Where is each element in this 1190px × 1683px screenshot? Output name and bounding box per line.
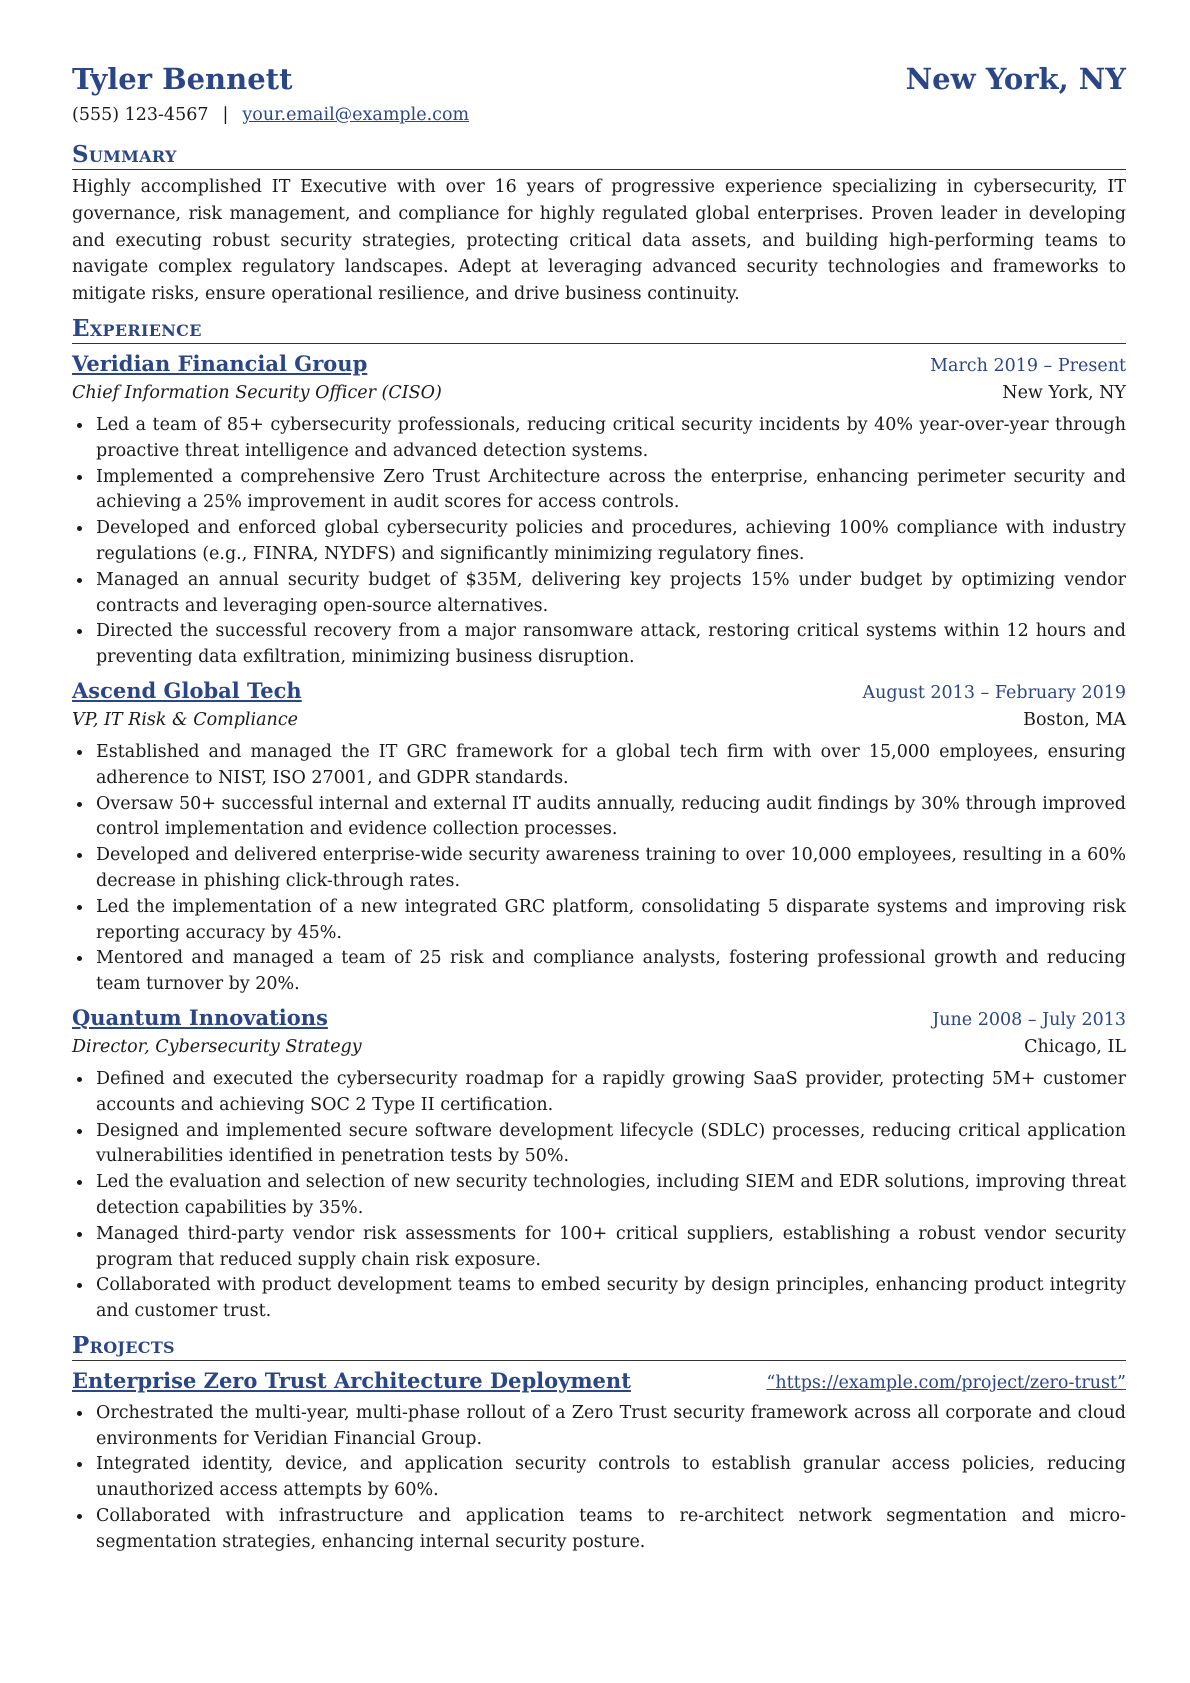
bullet-item [72,1222,1126,1274]
bullet-item [72,792,1126,844]
bullet-text: Led the implementation of a new integrated GRC platform, consolidating 5 disparate systems and improving risk reporting accuracy by 45%. [96,896,1126,943]
bullet-item [72,568,1126,620]
bullet-item [72,1452,1126,1504]
bullet-text: Oversaw 50+ successful internal and external IT audits annually, reducing audit findings by 30% through improved control implementation and evidence collection processes. [96,793,1126,840]
bullet-icon [77,1129,82,1134]
bullet-icon [77,578,82,583]
bullet-icon [77,802,82,807]
bullet-list [72,413,1126,671]
bullet-icon [77,853,82,858]
experience-list [72,350,1126,1325]
bullet-icon [77,750,82,755]
job-header-row [72,350,1126,379]
bullet-text: Collaborated with product development teams to embed security by design principles, enhancing product integrity and customer trust. [96,1275,1126,1322]
bullet-item [72,465,1126,517]
header [72,60,1126,98]
job-location: Chicago, IL [1024,1036,1126,1057]
email-link[interactable]: your.email@example.com [242,105,470,125]
company-name[interactable]: Quantum Innovations [72,1004,328,1030]
contact-line [72,102,1126,128]
job-title: VP, IT Risk & Compliance [72,709,298,730]
job-subheader-row [72,1033,1126,1061]
bullet-item [72,619,1126,671]
company-name[interactable]: Veridian Financial Group [72,350,368,376]
job-location: Boston, MA [1023,709,1126,730]
candidate-name: Tyler Bennett [72,62,293,96]
projects-list [72,1367,1126,1556]
bullet-item [72,1170,1126,1222]
project-entry [72,1367,1126,1556]
bullet-icon [77,1514,82,1519]
bullet-item [72,413,1126,465]
bullet-list [72,1401,1126,1556]
bullet-item [72,740,1126,792]
bullet-icon [77,905,82,910]
bullet-text: Implemented a comprehensive Zero Trust Architecture across the enterprise, enhancing perimeter security and achieving a 25% improvement in audit scores for access controls. [96,466,1126,513]
bullet-icon [77,475,82,480]
bullet-text: Designed and implemented secure software development lifecycle (SDLC) processes, reducing critical application vulnerabilities identified in penetration tests by 50%. [96,1120,1126,1167]
bullet-text: Managed an annual security budget of $35M, delivering key projects 15% under budget by optimizing vendor contracts and leveraging open-source alternatives. [96,569,1126,616]
project-url-link[interactable]: “https://example.com/project/zero-trust” [766,1372,1126,1393]
phone-number: (555) 123-4567 [72,105,209,125]
summary-text: Highly accomplished IT Executive with over 16 years of progressive experience specializing in cybersecurity, IT governance, risk management, and compliance for highly regulated global enterprises. Proven leader in developing and executing robust security strategies, protecting critical data assets, and building high-performing teams to navigate complex regulatory landscapes. Adept at leveraging advanced security technologies and frameworks to mitigate risks, ensure operational resilience, and drive business continuity. [72,177,1126,305]
bullet-text: Led the evaluation and selection of new security technologies, including SIEM and EDR solutions, improving threat detection capabilities by 35%. [96,1172,1126,1218]
bullet-text: Mentored and managed a team of 25 risk and compliance analysts, fostering professional growth and reducing team turnover by 20%. [96,948,1126,995]
job-subheader-row [72,706,1126,734]
bullet-icon [77,956,82,961]
section-title-experience: Experience [72,316,1126,344]
bullet-icon [77,629,82,634]
bullet-icon [77,423,82,428]
company-name[interactable]: Ascend Global Tech [72,677,302,703]
bullet-text: Developed and enforced global cybersecurity policies and procedures, achieving 100% compliance with industry regulations (e.g., FINRA, NYDFS) and significantly minimizing regulatory fines. [96,518,1126,564]
bullet-icon [77,1411,82,1416]
bullet-icon [77,1462,82,1467]
bullet-text: Orchestrated the multi-year, multi-phase rollout of a Zero Trust security framework across all corporate and cloud environments for Veridian Financial Group. [96,1402,1126,1449]
bullet-item [72,516,1126,568]
candidate-location: New York, NY [905,62,1126,96]
job-title: Director, Cybersecurity Strategy [72,1036,362,1057]
job-entry [72,677,1126,998]
bullet-item [72,843,1126,895]
bullet-item [72,1273,1126,1325]
bullet-text: Integrated identity, device, and application security controls to establish granular access policies, reducing unauthorized access attempts by 60%. [96,1454,1126,1501]
bullet-item [72,946,1126,998]
job-entry [72,350,1126,671]
bullet-item [72,1504,1126,1556]
bullet-text: Defined and executed the cybersecurity roadmap for a rapidly growing SaaS provider, protecting 5M+ customer accounts and achieving SOC 2 Type II certification. [96,1068,1126,1115]
bullet-text: Led a team of 85+ cybersecurity professionals, reducing critical security incidents by 40% year-over-year through proactive threat intelligence and advanced detection systems. [96,414,1126,461]
bullet-icon [77,1180,82,1185]
bullet-item [72,1401,1126,1453]
resume-content [72,60,1126,1556]
job-dates: March 2019 – Present [930,355,1126,376]
job-title: Chief Information Security Officer (CISO) [72,382,442,403]
bullet-item [72,1119,1126,1171]
bullet-list [72,740,1126,998]
project-header-row [72,1367,1126,1395]
project-name[interactable]: Enterprise Zero Trust Architecture Deployment [72,1367,631,1393]
job-dates: June 2008 – July 2013 [932,1009,1126,1030]
bullet-icon [77,526,82,531]
bullet-icon [77,1232,82,1237]
contact-separator: | [222,105,229,125]
job-header-row [72,677,1126,706]
section-title-summary: Summary [72,142,1126,170]
bullet-text: Managed third-party vendor risk assessments for 100+ critical suppliers, establishing a robust vendor security program that reduced supply chain risk exposure. [96,1223,1126,1270]
bullet-icon [77,1283,82,1288]
bullet-text: Directed the successful recovery from a major ransomware attack, restoring critical systems within 12 hours and preventing data exfiltration, minimizing business disruption. [96,621,1126,668]
section-title-projects: Projects [72,1333,1126,1361]
bullet-text: Collaborated with infrastructure and application teams to re-architect network segmentation and micro-segmentation strategies, enhancing internal security posture. [96,1506,1126,1552]
bullet-list [72,1067,1126,1325]
bullet-icon [77,1077,82,1082]
bullet-item [72,1067,1126,1119]
bullet-text: Established and managed the IT GRC framework for a global tech firm with over 15,000 employees, ensuring adherence to NIST, ISO 27001, and GDPR standards. [96,741,1126,788]
job-subheader-row [72,379,1126,407]
bullet-text: Developed and delivered enterprise-wide security awareness training to over 10,000 employees, resulting in a 60% decrease in phishing click-through rates. [96,845,1126,891]
job-location: New York, NY [1002,382,1126,403]
job-header-row [72,1004,1126,1033]
bullet-item [72,895,1126,947]
job-dates: August 2013 – February 2019 [862,682,1126,703]
job-entry [72,1004,1126,1325]
